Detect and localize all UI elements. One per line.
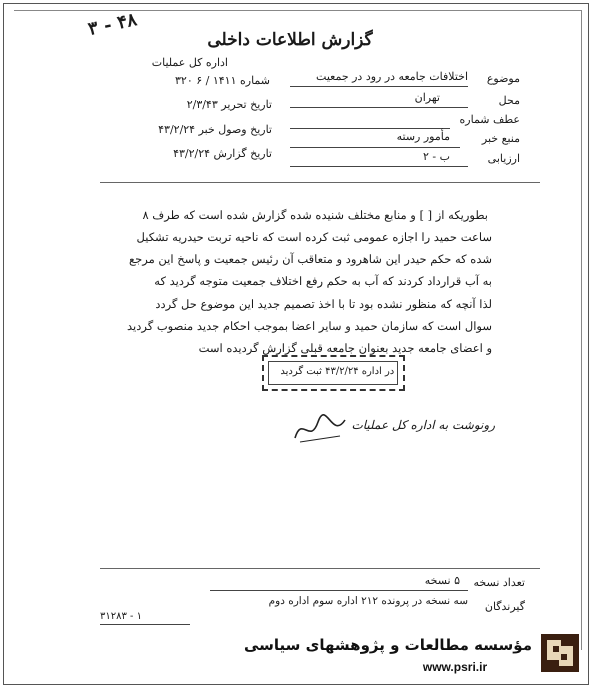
body-line-1: بطوریکه از [ ] و منابع مختلف شنیده شده گزارش شده است که طرف ۸ <box>142 208 488 222</box>
header-separator <box>100 182 540 183</box>
copies-value: ۵ نسخه <box>424 574 460 587</box>
copies-underline <box>210 590 468 591</box>
document-title: گزارش اطلاعات داخلی <box>207 30 373 50</box>
stamp-prefix: در اداره <box>361 366 395 377</box>
date-report: تاریخ گزارش ۴۳/۲/۲۴ <box>173 147 272 160</box>
date-received: تاریخ وصول خبر ۴۳/۲/۲۴ <box>158 123 272 136</box>
place-underline <box>290 107 468 108</box>
bottom-separator <box>100 568 540 569</box>
page-border-right <box>581 10 582 650</box>
body-line-4: به آب قرارداد کردند که آب به حکم رفع اختلاف جمعیت متوجه گردید که <box>154 274 492 288</box>
agency-line: اداره کل عملیات <box>151 56 228 69</box>
signature-scribble-icon <box>290 410 350 450</box>
number-line: شماره ۱۴۱۱ / ۶ ۳۲۰ <box>175 74 270 87</box>
subject-value: اختلافات جامعه در رود در جمعیت <box>316 70 468 83</box>
date-written: تاریخ تحریر ۲/۳/۴۳ <box>186 98 272 111</box>
signature-text: رونوشت به اداره کل عملیات <box>351 418 495 432</box>
body-line-7: و اعضای جامعه جدید بعنوان جامعه قبلی گزارش گردیده است <box>198 341 492 355</box>
place-value: تهران <box>414 91 440 104</box>
subject-label: موضوع <box>486 72 520 85</box>
attachment-underline <box>290 128 450 129</box>
left-reference-number: ۳۱۲۸۳ - ۱ <box>100 611 142 622</box>
institute-name: مؤسسه مطالعات و پژوهشهای سیاسی <box>243 636 532 654</box>
place-label: محل <box>498 94 520 107</box>
body-line-3: شده که حکم حیدر این شاهرود و متعاقب آن رئیس جمعیت و پاسخ این مرجع <box>129 252 492 266</box>
subject-underline <box>290 86 468 87</box>
body-line-6: سوال است که سازمان حمید و سایر اعضا بموجب احکام جدید منصوب گردید <box>127 319 492 333</box>
source-underline <box>290 147 460 148</box>
corner-number: ۴۸ - ۳ <box>86 9 139 40</box>
institute-logo-icon <box>541 634 579 672</box>
source-value: مأمور رسته <box>396 130 450 143</box>
source-label: منبع خبر <box>481 132 520 145</box>
distribution-text: سه نسخه در پرونده ۲۱۲ اداره سوم اداره دوم <box>268 595 468 607</box>
copies-label: تعداد نسخه <box>473 576 525 589</box>
rating-value: ب - ۲ <box>423 150 450 163</box>
rating-label: ارزیابی <box>487 152 520 165</box>
stamp-text: ۴۳/۲/۲۴ ثبت گردید <box>280 366 359 377</box>
recipients-label: گیرندگان <box>484 600 525 613</box>
body-line-5: لذا آنچه که منظور نشده بود تا با اخذ تصمیم جدید این موضوع حل گردد <box>155 297 492 311</box>
page-border-top <box>14 10 582 11</box>
rating-underline <box>290 166 468 167</box>
attachment-label: عطف شماره <box>459 113 520 126</box>
institute-url[interactable]: www.psri.ir <box>422 660 488 674</box>
body-line-2: ساعت حمید را اجازه عمومی ثبت کرده است که ناحیه تربت حیدریه تشکیل <box>136 230 492 244</box>
